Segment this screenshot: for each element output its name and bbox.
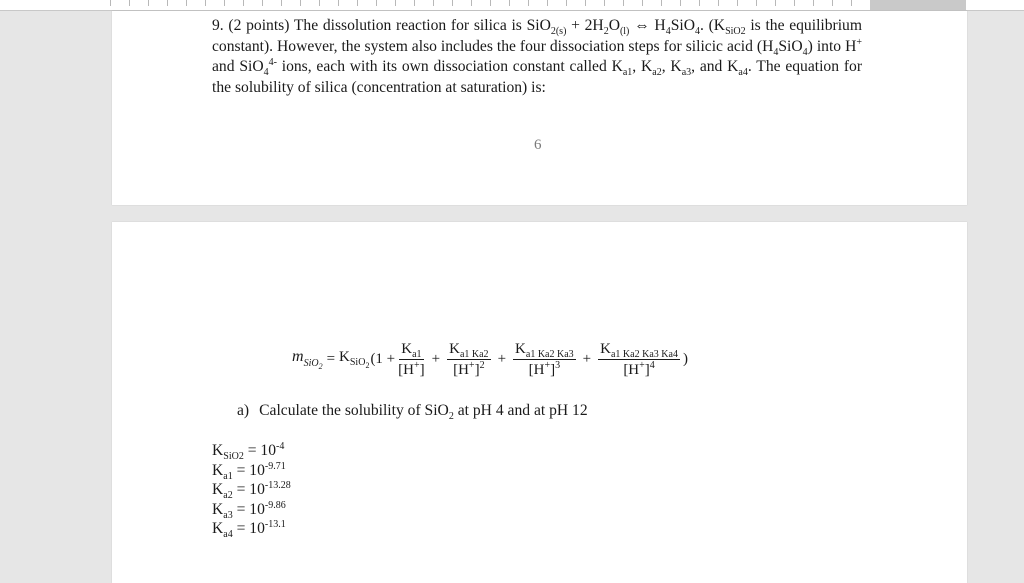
constant-ka1: $K_{a1} = 10^{-9.71}$: [212, 460, 286, 482]
equation-lhs: $m_{SiO_2}$: [292, 348, 323, 371]
document-page-1: [112, 11, 967, 205]
problem-points: (2 points): [228, 17, 290, 34]
constants-list: [212, 441, 291, 539]
ruler-ticks: [110, 0, 870, 6]
question-a: a) Calculate the solubility of SiO$_2$ at pH 4 and at pH 12: [237, 402, 588, 423]
equation-open-paren: (1 +: [370, 351, 396, 367]
fraction-term-1: $\frac{K_{a1}}{[H^+]}$: [398, 341, 425, 378]
equation-k: $K_{SiO_2}$: [339, 349, 370, 370]
equals-sign: =: [326, 351, 336, 367]
document-page-2: [112, 222, 967, 583]
question-letter: a): [237, 402, 250, 419]
problem-number: 9.: [212, 17, 224, 34]
equation-close-paren: ): [682, 351, 688, 367]
constant-ka2: $K_{a2} = 10^{-13.28}$: [212, 479, 291, 502]
fraction-term-2: $\frac{K_{a1 Ka2}}{[H^+]^2}$: [449, 341, 489, 378]
constant-ka3: $K_{a3} = 10^{-9.86}$: [212, 499, 286, 521]
fraction-term-3: $\frac{K_{a1 Ka2 Ka3}}{[H^+]^3}$: [515, 341, 574, 378]
constant-ksio2: $K_{SiO2} = 10^{-4}$: [212, 440, 285, 463]
solubility-equation: $m_{SiO_2}$ = $K_{SiO_2}$ (1 + $\frac{K_{a1}}{[H^+]}$ + $\frac{K_{a1 Ka2}}{[H^+]^2}$ + $\frac{K_{a1 Ka2 Ka3}}{[H^+]^3}$ + $\frac{K_{a1 Ka2 Ka3 Ka4}}{[H^+]^4}$ ): [292, 341, 688, 378]
horizontal-ruler[interactable]: [0, 0, 1024, 11]
problem-paragraph: 9. (2 points) The dissolution reaction for silica is $SiO_{2(s)} + 2H_2O_{(l)}$ ⇔ $H_4SiO_4$. ($K_{SiO2}$ is the equilibrium constant). However, the system also includes the four dissociation steps for silicic acid $(H_4SiO_4)$ into H+ and SiO$_4^{4-}$ ions, each with its own dissociation constant called $K_{a1}$, $K_{a2}$, $K_{a3}$, and $K_{a4}$. The equation for the solubility of silica (concentration at saturation) is:: [212, 17, 863, 96]
constant-ka4: $K_{a4} = 10^{-13.1}$: [212, 518, 286, 541]
fraction-term-4: $\frac{K_{a1 Ka2 Ka3 Ka4}}{[H^+]^4}$: [600, 341, 678, 378]
ruler-margin-shade: [870, 0, 966, 10]
page-number: 6: [534, 137, 542, 153]
